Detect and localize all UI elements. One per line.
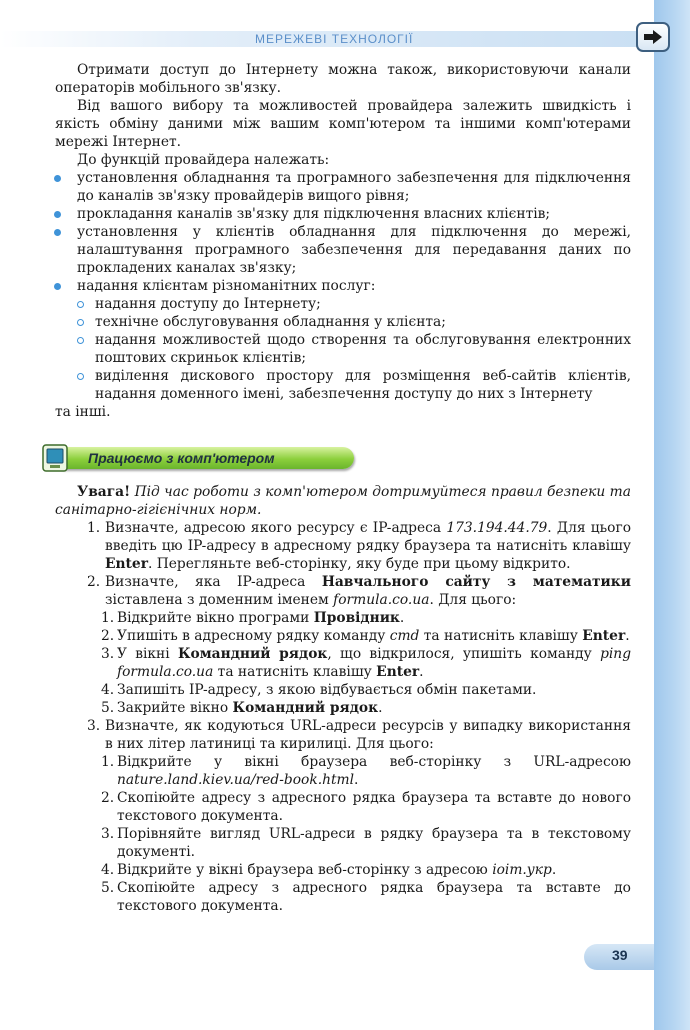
warning-text: Під час роботи з комп'ютером дотримуйтеся правил безпеки та санітарно-гігієнічних норм.: [55, 484, 631, 518]
task-step: [55, 645, 631, 681]
text-run: Скопіюйте адресу з адресного рядка браузера та вставте до нового текстового документа.: [117, 790, 631, 824]
tasks-list: [55, 519, 631, 915]
text-run: Визначте, як кодуються URL-адреси ресурсів у випадку використання в них літер латиниці та кирилиці. Для цього:: [105, 718, 631, 752]
italic-term: ping formula.co.ua: [117, 646, 632, 680]
list-item: прокладання каналів зв'язку для підключення власних клієнтів;: [55, 205, 631, 223]
list-item: [55, 277, 631, 403]
step-number: 4.: [101, 862, 115, 878]
warning-label: Увага!: [77, 484, 131, 500]
list-item: надання доступу до Інтернету;: [77, 295, 631, 313]
text-run: Упишіть в адресному рядку команду: [117, 628, 390, 644]
text-run: . Перегляньте веб-сторінку, яку буде при цьому відкрито.: [147, 556, 571, 572]
task-number: 1.: [87, 520, 101, 536]
list-item: установлення обладнання та програмного забезпечення для підключення до каналів зв'язку провайдерів вищого рівня;: [55, 169, 631, 205]
task-step: [55, 609, 631, 627]
text-run: .: [419, 664, 424, 680]
italic-term: 173.194.44.79: [446, 520, 548, 536]
text-run: Визначте, яка IP-адреса: [105, 574, 322, 590]
step-number: 4.: [101, 682, 115, 698]
text-run: .: [551, 862, 557, 878]
text-run: .: [354, 772, 359, 788]
services-list: [77, 295, 631, 403]
text-run: Відкрийте вікно програми: [117, 610, 314, 626]
bold-term: Командний рядок: [177, 646, 328, 662]
list-item: надання можливостей щодо створення та обслуговування електронних поштових скриньок клієнтів;: [77, 331, 631, 367]
task-item: [55, 717, 631, 753]
bold-term: Навчального сайту з математики: [321, 574, 631, 590]
task-item: [55, 519, 631, 573]
list-item: установлення у клієнтів обладнання для підключення до мережі, налаштування програмного забезпечення для передавання даних по прокладених каналах зв'язку;: [55, 223, 631, 277]
next-page-button[interactable]: [636, 22, 670, 52]
section-title: Працюємо з комп'ютером: [88, 450, 275, 466]
text-run: Відкрийте у вікні браузера веб-сторінку з адресою: [117, 862, 493, 878]
text-run: Визначте, адресою якого ресурсу є IP-адреса: [105, 520, 447, 536]
text-run: .: [399, 610, 405, 626]
bold-term: Enter: [105, 556, 148, 572]
text-run: Відкрийте у вікні браузера веб-сторінку з URL-адресою: [117, 754, 631, 770]
section-banner: [42, 444, 364, 472]
task-step: [55, 825, 631, 861]
text-run: .: [378, 700, 383, 716]
text-run: . Для цього введіть цю IP-адресу в адресному рядку браузера та натисніть клавішу: [105, 520, 631, 554]
text-run: .: [625, 628, 630, 644]
text-run: Запишіть IP-адресу, з якою відбувається обмін пакетами.: [117, 682, 537, 698]
text-run: та натисніть клавішу: [419, 628, 583, 644]
list-item: технічне обслуговування обладнання у клієнта;: [77, 313, 631, 331]
chapter-title: МЕРЕЖЕВІ ТЕХНОЛОГІЇ: [255, 32, 414, 46]
list-item-text: надання клієнтам різноманітних послуг:: [77, 278, 376, 294]
arrow-right-icon: [643, 29, 663, 45]
bold-term: Enter: [582, 628, 626, 644]
text-run: та натисніть клавішу: [213, 664, 377, 680]
step-number: 3.: [101, 826, 115, 842]
text-run: Скопіюйте адресу з адресного рядка браузера та вставте до текстового документа.: [117, 880, 631, 914]
services-tail: та інші.: [55, 404, 111, 420]
list-item: виділення дискового простору для розміщення веб-сайтів клієнтів, надання доменного імені, забезпечення доступу до них з Інтернету: [77, 367, 631, 403]
italic-term: nature.land.kiev.ua/red-book.html: [117, 772, 355, 788]
step-number: 1.: [101, 610, 115, 626]
italic-term: cmd: [389, 628, 420, 644]
side-decoration-bar: [654, 0, 690, 1030]
task-step: [55, 627, 631, 645]
text-run: Порівняйте вигляд URL-адреси в рядку браузера та в текстовому документі.: [117, 826, 631, 860]
bold-term: Командний рядок: [232, 700, 379, 716]
task-step: [55, 699, 631, 717]
task-item: [55, 573, 631, 609]
intro-paragraph-2: Від вашого вибору та можливостей провайдера залежить швидкість і якість обміну даними між вашим комп'ютером та іншими комп'ютерами мережі Інтернет.: [55, 98, 631, 150]
task-step: [55, 879, 631, 915]
task-number: 2.: [87, 574, 101, 590]
step-number: 1.: [101, 754, 115, 770]
task-number: 3.: [87, 718, 101, 734]
intro-paragraph-3: До функцій провайдера належать:: [77, 152, 330, 168]
step-number: 2.: [101, 790, 115, 806]
warning-note: [55, 483, 631, 519]
step-number: 3.: [101, 646, 115, 662]
step-number: 5.: [101, 700, 115, 716]
task-step: [55, 861, 631, 879]
task-step: [55, 753, 631, 789]
page-content: [55, 61, 631, 915]
text-run: . Для цього:: [429, 592, 517, 608]
step-number: 5.: [101, 880, 115, 896]
task-step: [55, 681, 631, 699]
bold-term: Провідник: [313, 610, 400, 626]
italic-term: іоіт.укр: [492, 862, 552, 878]
task-step: [55, 789, 631, 825]
computer-monitor-icon: [42, 444, 68, 472]
provider-functions-list: [55, 169, 631, 403]
page-number: 39: [612, 947, 628, 963]
bold-term: Enter: [376, 664, 420, 680]
italic-term: formula.co.ua: [333, 592, 430, 608]
text-run: зіставлена з доменним іменем: [105, 592, 334, 608]
text-run: Закрийте вікно: [117, 700, 233, 716]
text-run: У вікні: [117, 646, 178, 662]
text-run: , що відкрилося, упишіть команду: [327, 646, 601, 662]
intro-paragraph-1: Отримати доступ до Інтернету можна також, використовуючи канали операторів мобільного зв'язку.: [55, 62, 631, 96]
step-number: 2.: [101, 628, 115, 644]
